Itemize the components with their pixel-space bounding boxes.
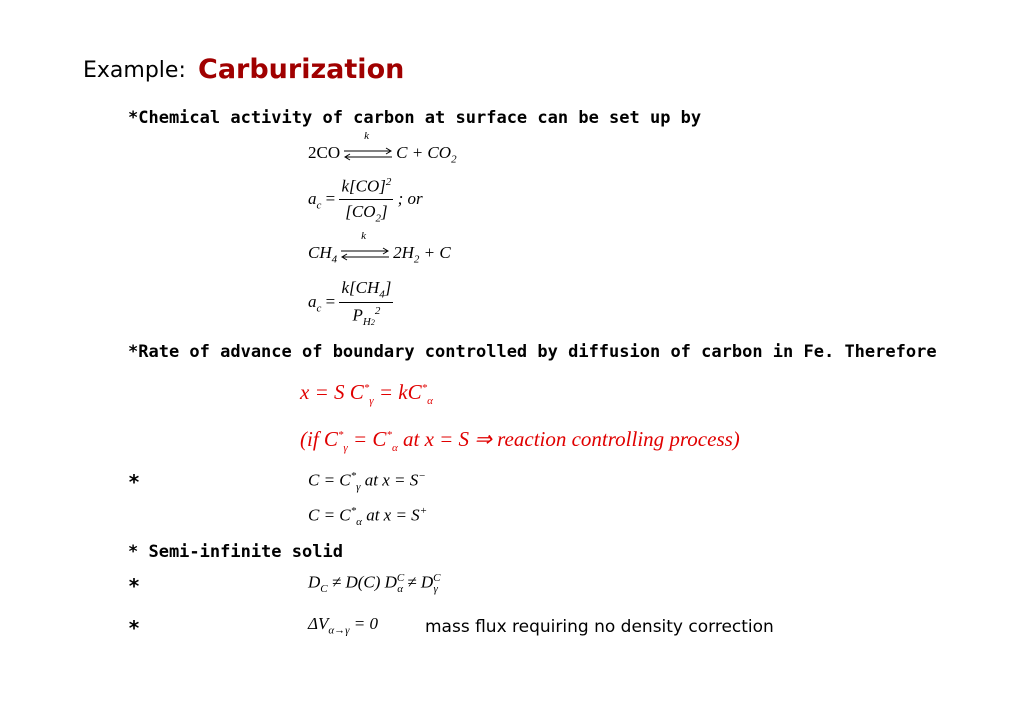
r1-right-sub: 2 xyxy=(451,153,457,166)
d-sup3: C xyxy=(433,572,441,584)
volume-change-equation xyxy=(308,614,378,636)
f2-num: k[CH xyxy=(341,278,380,297)
f1-num-sup: 2 xyxy=(385,176,392,188)
f2-num-close: ] xyxy=(384,278,392,297)
rate-constant: k xyxy=(364,130,370,143)
or-text: ; or xyxy=(397,188,423,208)
d-b: ≠ D(C) D xyxy=(327,572,397,592)
boundary-condition-1 xyxy=(308,470,426,493)
v-b: = 0 xyxy=(349,614,378,633)
f1-num: k[CO] xyxy=(341,176,386,196)
f1-den-sub: 2 xyxy=(375,212,381,225)
v-a: ΔV xyxy=(308,614,329,633)
r2-left-sub: 4 xyxy=(331,253,338,266)
red2-sub2: α xyxy=(391,442,398,455)
red2-sup: * xyxy=(337,429,344,441)
red-equation-1 xyxy=(300,380,433,407)
d-sub2: α xyxy=(397,583,404,596)
d-sub: C xyxy=(320,583,328,596)
f2-den-sub: H xyxy=(362,316,371,329)
bullet-semi-infinite: * Semi-infinite solid xyxy=(128,542,343,562)
r1-left: 2CO xyxy=(308,143,341,162)
bc2-sup2: + xyxy=(419,505,428,517)
diffusivity-equation xyxy=(308,572,441,596)
red2-c: at x = S ⇒ reaction controlling process) xyxy=(397,427,740,451)
f2-den-sup: 2 xyxy=(374,305,381,318)
red2-sup2: * xyxy=(386,429,392,441)
star-2: * xyxy=(128,574,141,598)
red2-b: = C xyxy=(347,427,387,451)
r2-right-tail: + C xyxy=(419,243,451,262)
fraction-co xyxy=(339,176,393,224)
d-a: D xyxy=(308,572,321,592)
fraction-ch4 xyxy=(339,278,393,328)
bc2-sub: α xyxy=(356,516,362,529)
activity-co xyxy=(308,176,423,224)
bc1-sub: γ xyxy=(356,481,361,494)
v-sub: α→γ xyxy=(328,624,350,637)
eq-sign-1: = xyxy=(325,188,336,208)
bc1-sup2: − xyxy=(418,470,426,482)
bc1-b: at x = S xyxy=(360,470,419,490)
ac-1: a xyxy=(308,188,317,208)
reaction-ch4 xyxy=(308,230,451,266)
star-1: * xyxy=(128,470,141,494)
reaction-co xyxy=(308,130,457,166)
d-c: ≠ D xyxy=(403,572,434,592)
f2-den: P xyxy=(352,306,363,326)
bullet-rate: *Rate of advance of boundary controlled by diffusion of carbon in Fe. Therefore xyxy=(128,342,937,362)
f1-den-close: ] xyxy=(380,201,388,221)
bc2-sup: * xyxy=(350,505,357,517)
r2-right-sub: 2 xyxy=(413,253,420,266)
page-title: Carburization xyxy=(198,54,405,85)
r2-right: 2H xyxy=(393,243,414,262)
title-prefix: Example: xyxy=(83,58,186,83)
boundary-condition-2 xyxy=(308,505,427,528)
mass-flux-note: mass flux requiring no density correction xyxy=(425,617,774,637)
red1-sup2: * xyxy=(421,382,428,394)
bc1-sup: * xyxy=(350,470,357,482)
red1-mid: = kC xyxy=(373,380,422,404)
bc2-b: at x = S xyxy=(361,505,420,525)
red1-a: x = S C xyxy=(300,380,364,404)
f2-num-sub: 4 xyxy=(379,288,385,301)
activity-ch4 xyxy=(308,278,393,328)
bc1-a: C = C xyxy=(308,470,351,490)
red1-sub2: α xyxy=(427,395,433,408)
red1-sub: γ xyxy=(369,395,374,408)
f2-den-subsub: 2 xyxy=(370,318,375,328)
ac-2: a xyxy=(308,292,317,312)
red2-a: (if C xyxy=(300,427,338,451)
ac-1-sub: c xyxy=(316,199,322,212)
red-equation-2 xyxy=(300,427,740,454)
d-sup2: C xyxy=(396,572,405,584)
equilibrium-arrow-icon xyxy=(342,130,394,164)
star-3: * xyxy=(128,616,141,640)
ac-2-sub: c xyxy=(316,302,322,315)
eq-sign-2: = xyxy=(325,292,336,312)
r2-left: CH xyxy=(308,243,332,262)
r1-right: C + CO xyxy=(396,143,452,162)
rate-constant-2: k xyxy=(361,230,367,243)
f1-den: [CO xyxy=(345,201,376,221)
bc2-a: C = C xyxy=(308,505,351,525)
bullet-activity: *Chemical activity of carbon at surface can be set up by xyxy=(128,108,702,128)
red1-sup: * xyxy=(363,382,370,394)
d-sub3: γ xyxy=(433,583,438,596)
red2-sub: γ xyxy=(343,442,348,455)
equilibrium-arrow-icon-2 xyxy=(339,230,391,264)
